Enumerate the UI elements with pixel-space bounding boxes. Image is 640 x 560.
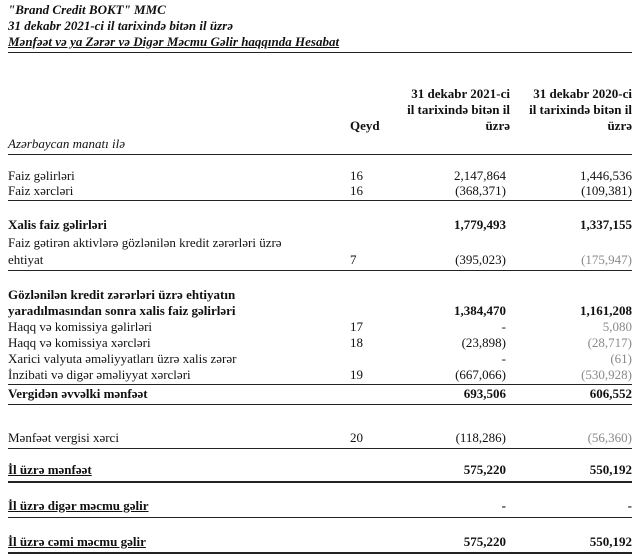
row-label: Faiz xərcləri: [8, 183, 74, 198]
row-value-2020: 1,446,536: [580, 168, 632, 183]
row-label: İl üzrə cəmi məcmu gəlir: [8, 534, 146, 549]
statement-row: [8, 252, 632, 268]
row-rule: [8, 552, 632, 554]
row-value-2021: (23,898): [461, 335, 506, 350]
row-value-2020: (56,360): [587, 430, 632, 445]
column-header-2021: 31 dekabr 2021-ci il tarixində bitən il üzrə: [407, 86, 510, 133]
statement-title: Mənfəət və ya Zərər və Digər Məcmu Gəlir haqqında Hesabat: [8, 34, 340, 49]
statement-row: [8, 430, 632, 446]
row-value-2020: 1,161,208: [580, 303, 632, 318]
row-value-2021: 1,779,493: [454, 217, 506, 232]
row-value-2020: (61): [610, 351, 632, 366]
company-name: "Brand Credit BOKT" MMC: [8, 2, 166, 17]
row-label: İl üzrə digər məcmu gəlir: [8, 498, 149, 513]
row-value-2021: 575,220: [463, 462, 506, 477]
row-note: 18: [350, 335, 363, 350]
row-value-2021: (667,066): [455, 367, 506, 382]
row-rule: [8, 517, 632, 518]
row-note: 16: [350, 168, 363, 183]
row-value-2020: -: [627, 498, 632, 513]
row-note: 16: [350, 183, 363, 198]
statement-row: [8, 183, 632, 199]
row-label: İl üzrə mənfəət: [8, 462, 92, 477]
row-rule: [8, 270, 632, 271]
statement-row: [8, 217, 632, 233]
row-value-2020: 1,337,155: [580, 217, 632, 232]
statement-row: [8, 168, 632, 184]
row-note: 17: [350, 319, 363, 334]
column-header-rule: [8, 154, 632, 155]
row-value-2020: (530,928): [581, 367, 632, 382]
row-value-2021: 2,147,864: [454, 168, 506, 183]
statement-row: [8, 319, 632, 335]
statement-row: [8, 498, 632, 514]
row-label: Haqq və komissiya xərcləri: [8, 335, 151, 350]
row-label: Faiz gətirən aktivlərə gözlənilən kredit zərərləri üzrə: [8, 235, 282, 250]
header-rule: [8, 52, 632, 53]
row-label: Vergidən əvvəlki mənfəət: [8, 386, 148, 401]
row-label: yaradılmasından sonra xalis faiz gəlirləri: [8, 303, 236, 318]
row-label: ehtiyat: [8, 252, 44, 267]
row-label: Haqq və komissiya gəlirləri: [8, 319, 153, 334]
row-value-2021: 575,220: [463, 534, 506, 549]
row-rule: [8, 448, 632, 449]
row-value-2021: (368,371): [455, 183, 506, 198]
row-note: 7: [350, 252, 357, 267]
row-value-2020: 5,080: [602, 319, 632, 334]
row-value-2021: (395,023): [455, 252, 506, 267]
row-value-2020: (109,381): [581, 183, 632, 198]
row-value-2020: (175,947): [581, 252, 632, 267]
row-value-2021: 1,384,470: [454, 303, 506, 318]
row-rule: [8, 384, 632, 385]
statement-row: [8, 335, 632, 351]
column-header-2020: 31 dekabr 2020-ci il tarixində bitən il üzrə: [529, 86, 632, 133]
row-rule: [8, 481, 632, 483]
row-value-2020: 550,192: [589, 534, 632, 549]
statement-row: [8, 351, 632, 367]
statement-row: [8, 462, 632, 478]
row-label: Faiz gəlirləri: [8, 168, 75, 183]
statement-row: [8, 367, 632, 383]
statement-row: [8, 534, 632, 550]
column-header-note: Qeyd: [350, 118, 380, 133]
row-label: Mənfəət vergisi xərci: [8, 430, 119, 445]
row-label: İnzibati və digər əməliyyat xərcləri: [8, 367, 191, 382]
row-value-2020: 606,552: [589, 386, 632, 401]
row-value-2021: (118,286): [455, 430, 506, 445]
row-label: Gözlənilən kredit zərərləri üzrə ehtiyatın: [8, 287, 236, 302]
row-label: Xalis faiz gəlirləri: [8, 217, 107, 232]
row-rule: [8, 200, 632, 201]
row-note: 20: [350, 430, 363, 445]
statement-row: [8, 287, 632, 303]
row-value-2021: -: [501, 498, 506, 513]
row-value-2020: (28,717): [587, 335, 632, 350]
row-value-2021: 693,506: [463, 386, 506, 401]
row-note: 19: [350, 367, 363, 382]
row-value-2021: -: [501, 351, 506, 366]
row-rule: [8, 404, 632, 405]
statement-period: 31 dekabr 2021-ci il tarixində bitən il üzrə: [8, 18, 233, 33]
row-value-2021: -: [501, 319, 506, 334]
statement-row: [8, 303, 632, 319]
statement-row: [8, 386, 632, 402]
row-label: Xarici valyuta əməliyyatları üzrə xalis zərər: [8, 351, 237, 366]
statement-row: [8, 235, 632, 251]
currency-units: Azərbaycan manatı ilə: [8, 136, 125, 151]
row-value-2020: 550,192: [589, 462, 632, 477]
